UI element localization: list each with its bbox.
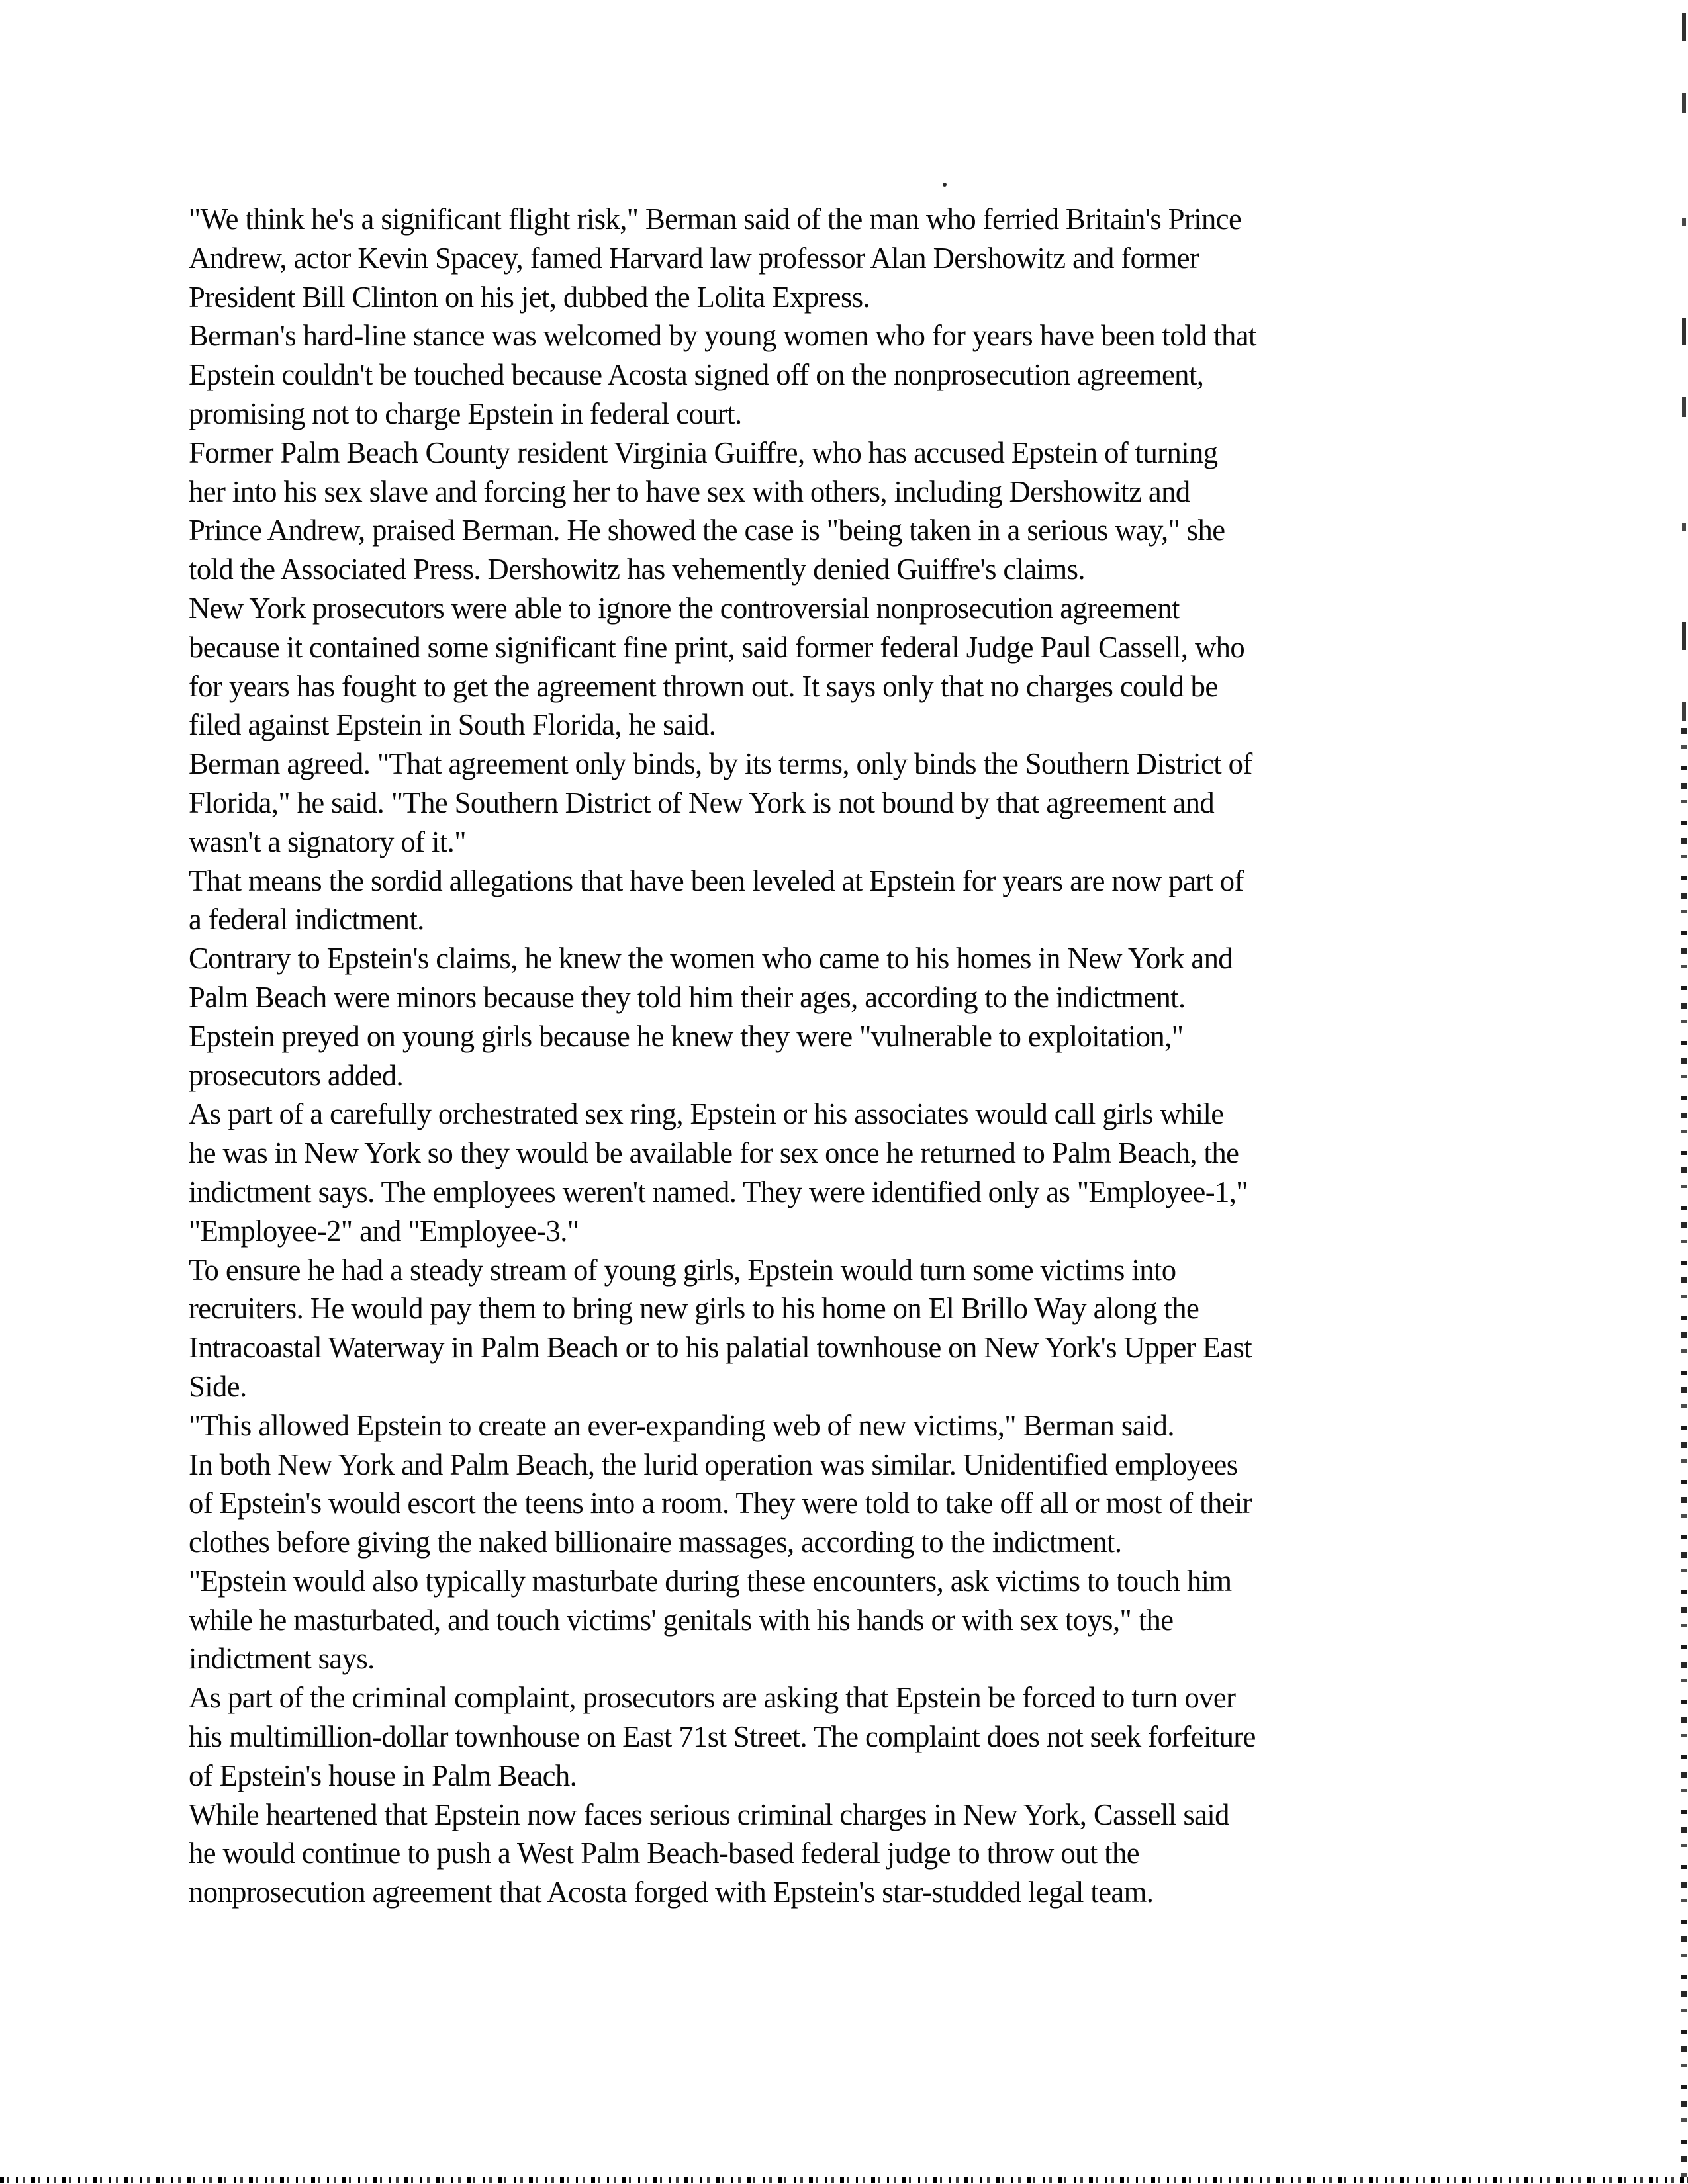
- text-line: prosecutors added.: [189, 1058, 404, 1092]
- text-line: "This allowed Epstein to create an ever-expanding web of new victims," Berman said.: [189, 1408, 1174, 1442]
- text-line: Palm Beach were minors because they told him their ages, according to the indictment.: [189, 979, 1186, 1014]
- text-line: his multimillion-dollar townhouse on East 71st Street. The complaint does not seek forfeiture: [189, 1719, 1256, 1754]
- text-line: told the Associated Press. Dershowitz has vehemently denied Guiffre's claims.: [189, 552, 1085, 586]
- text-line: a federal indictment.: [189, 902, 424, 936]
- scan-speck-artifact: [943, 183, 947, 187]
- text-line: while he masturbated, and touch victims' genitals with his hands or with sex toys," the: [189, 1602, 1174, 1637]
- text-line: Berman agreed. "That agreement only binds, by its terms, only binds the Southern District of: [189, 747, 1252, 781]
- text-line: of Epstein's would escort the teens into a room. They were told to take off all or most of their: [189, 1486, 1252, 1520]
- text-line: In both New York and Palm Beach, the lurid operation was similar. Unidentified employees: [189, 1447, 1238, 1481]
- text-line: Epstein preyed on young girls because he knew they were "vulnerable to exploitation,": [189, 1019, 1184, 1053]
- text-line: he was in New York so they would be available for sex once he returned to Palm Beach, the: [189, 1136, 1239, 1170]
- text-line: "We think he's a significant flight risk," Berman said of the man who ferried Britain's Prince: [189, 202, 1242, 236]
- text-line: indictment says.: [189, 1641, 375, 1676]
- text-line: That means the sordid allegations that have been leveled at Epstein for years are now part of: [189, 863, 1244, 897]
- text-line: recruiters. He would pay them to bring new girls to his home on El Brillo Way along the: [189, 1291, 1199, 1326]
- text-line: her into his sex slave and forcing her to have sex with others, including Dershowitz and: [189, 474, 1190, 508]
- text-line: filed against Epstein in South Florida, he said.: [189, 707, 716, 742]
- text-line: Epstein couldn't be touched because Acosta signed off on the nonprosecution agreement,: [189, 357, 1204, 392]
- text-line: wasn't a signatory of it.": [189, 824, 466, 858]
- text-line: for years has fought to get the agreement thrown out. It says only that no charges could be: [189, 668, 1218, 703]
- text-line: indictment says. The employees weren't named. They were identified only as "Employee-1,": [189, 1174, 1248, 1208]
- text-line: promising not to charge Epstein in federal court.: [189, 396, 742, 430]
- text-line: he would continue to push a West Palm Beach-based federal judge to throw out the: [189, 1836, 1139, 1870]
- text-line: As part of the criminal complaint, prosecutors are asking that Epstein be forced to turn over: [189, 1680, 1236, 1715]
- text-line: Intracoastal Waterway in Palm Beach or to his palatial townhouse on New York's Upper East: [189, 1330, 1252, 1365]
- text-line: "Epstein would also typically masturbate during these encounters, ask victims to touch him: [189, 1563, 1232, 1598]
- text-line: While heartened that Epstein now faces serious criminal charges in New York, Cassell said: [189, 1797, 1229, 1831]
- text-line: because it contained some significant fine print, said former federal Judge Paul Cassell, who: [189, 629, 1245, 664]
- text-line: To ensure he had a steady stream of young girls, Epstein would turn some victims into: [189, 1252, 1176, 1287]
- scan-noise-right-top: [1682, 13, 1686, 741]
- text-line: As part of a carefully orchestrated sex ring, Epstein or his associates would call girls while: [189, 1097, 1224, 1131]
- text-line: Berman's hard-line stance was welcomed by young women who for years have been told that: [189, 318, 1256, 353]
- text-line: of Epstein's house in Palm Beach.: [189, 1758, 577, 1792]
- text-line: President Bill Clinton on his jet, dubbed the Lolita Express.: [189, 279, 870, 314]
- text-line: Former Palm Beach County resident Virginia Guiffre, who has accused Epstein of turning: [189, 435, 1218, 469]
- text-line: Contrary to Epstein's claims, he knew the women who came to his homes in New York and: [189, 941, 1233, 976]
- text-line: Andrew, actor Kevin Spacey, famed Harvard law professor Alan Dershowitz and former: [189, 240, 1199, 275]
- article-text-block: [189, 200, 1513, 1912]
- text-line: nonprosecution agreement that Acosta forged with Epstein's star-studded legal team.: [189, 1875, 1154, 1909]
- text-line: Side.: [189, 1369, 247, 1403]
- text-line: New York prosecutors were able to ignore the controversial nonprosecution agreement: [189, 590, 1180, 625]
- scan-noise-bottom-edge: [0, 2177, 1688, 2183]
- text-line: Prince Andrew, praised Berman. He showed the case is "being taken in a serious way," she: [189, 513, 1225, 547]
- scan-noise-right-lower: [1681, 728, 1687, 2177]
- text-line: clothes before giving the naked billionaire massages, according to the indictment.: [189, 1525, 1122, 1559]
- text-line: "Employee-2" and "Employee-3.": [189, 1213, 579, 1248]
- text-line: Florida," he said. "The Southern District of New York is not bound by that agreement and: [189, 785, 1215, 819]
